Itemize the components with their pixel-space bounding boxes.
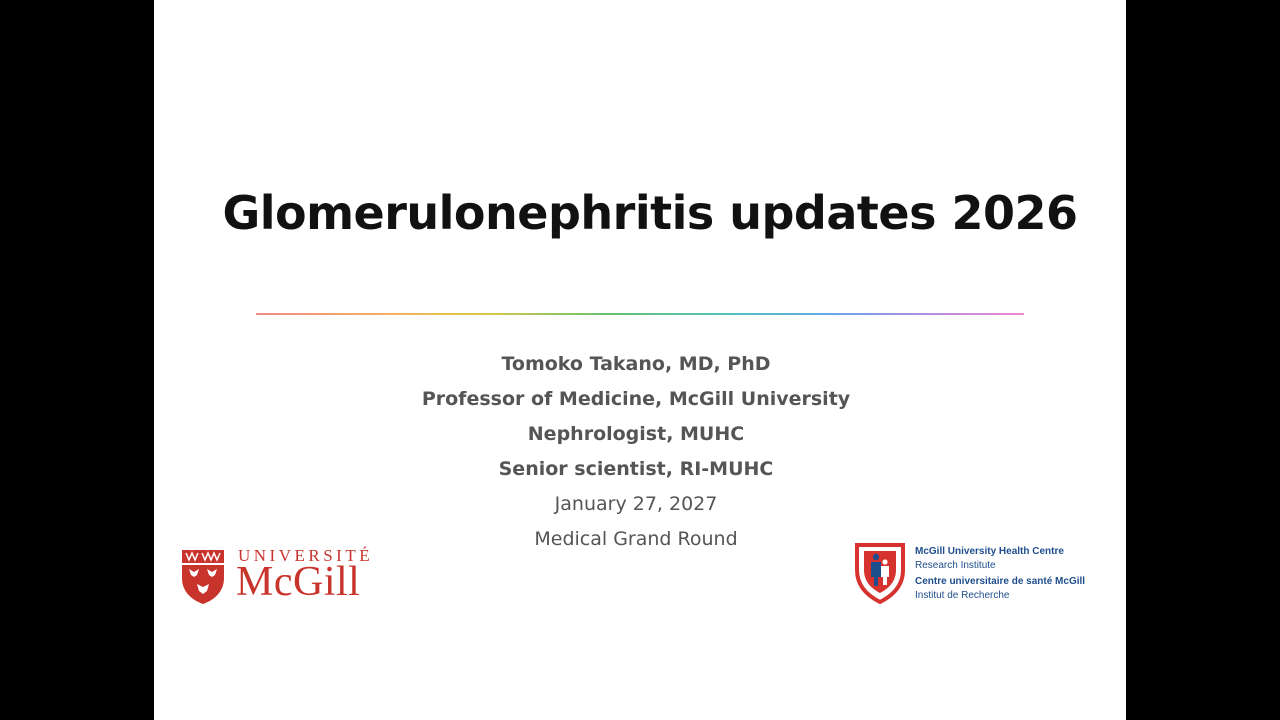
mcgill-name-text: McGill <box>236 559 361 605</box>
presenter-role: Nephrologist, MUHC <box>527 423 745 445</box>
presenter-title: Professor of Medicine, McGill University <box>421 388 851 410</box>
presentation-slide <box>154 0 1126 720</box>
muhc-name-fr: Centre universitaire de santé McGill <box>915 576 1086 587</box>
muhc-institute-fr: Institut de Recherche <box>915 589 1010 601</box>
muhc-shield-icon <box>854 542 906 604</box>
muhc-logo-text <box>915 545 1085 602</box>
presenter-research-role: Senior scientist, RI-MUHC <box>498 458 774 480</box>
muhc-research-institute-logo <box>854 540 1094 606</box>
presenter-byline <box>154 347 1118 557</box>
mcgill-universite-text: UNIVERSITÉ <box>238 546 374 565</box>
title-divider-rule <box>256 313 1024 315</box>
presenter-name: Tomoko Takano, MD, PhD <box>501 353 771 375</box>
presentation-date: January 27, 2027 <box>554 493 718 515</box>
slide-title: Glomerulonephritis updates 2026 <box>222 186 1078 240</box>
letterbox-right <box>1126 0 1280 720</box>
presentation-event: Medical Grand Round <box>534 528 738 550</box>
muhc-institute-en: Research Institute <box>915 559 996 571</box>
mcgill-shield-icon <box>180 548 226 606</box>
muhc-name-en: McGill University Health Centre <box>915 546 1064 557</box>
mcgill-university-logo <box>180 546 390 608</box>
letterbox-left <box>0 0 154 720</box>
